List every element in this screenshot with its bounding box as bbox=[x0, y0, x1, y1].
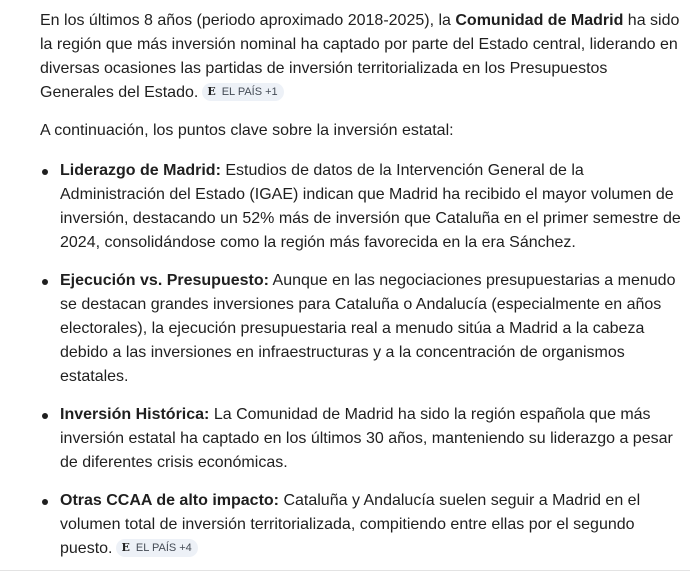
point-title: Liderazgo de Madrid: bbox=[60, 162, 221, 179]
list-item bbox=[40, 269, 682, 389]
point-text: Aunque en las negociaciones presupuestarias a menudo se destacan grandes inversiones para Cataluña o Andalucía (especialmente en años electorales), la ejecución presupuestaria real a menudo sitúa a Madrid a la cabeza debido a las inversiones en infraestructuras y a la concentración de organismos estatales. bbox=[60, 272, 676, 385]
response-content bbox=[40, 9, 682, 575]
list-item bbox=[40, 489, 682, 561]
el-pais-logo-icon: E bbox=[207, 85, 216, 98]
intro-paragraph bbox=[40, 9, 682, 105]
source-name: EL PAÍS bbox=[221, 86, 263, 98]
list-item bbox=[40, 159, 682, 255]
intro-text: En los últimos 8 años (periodo aproximado 2018-2025), la bbox=[40, 12, 456, 29]
point-title: Otras CCAA de alto impacto: bbox=[60, 492, 279, 509]
list-item bbox=[40, 403, 682, 475]
source-count: +4 bbox=[179, 542, 192, 554]
point-text: Estudios de datos de la Intervención General de la Administración del Estado (IGAE) indican que Madrid ha recibido el mayor volumen de inversión, destacando un 52% más de inversión que Cataluña en el primer semestre de 2024, consolidándose como la región más favorecida en la era Sánchez. bbox=[60, 162, 681, 251]
source-chip[interactable] bbox=[202, 83, 283, 101]
point-text: La Comunidad de Madrid ha sido la región española que más inversión estatal ha captado en los últimos 30 años, manteniendo su liderazgo a pesar de diferentes crisis económicas. bbox=[60, 406, 673, 471]
point-text: Cataluña y Andalucía suelen seguir a Madrid en el volumen total de inversión territorializada, compitiendo entre ellas por el segundo puesto. bbox=[60, 492, 641, 557]
point-title: Inversión Histórica: bbox=[60, 406, 210, 423]
el-pais-logo-icon: E bbox=[121, 541, 130, 554]
source-chip[interactable] bbox=[116, 539, 197, 557]
source-count: +1 bbox=[265, 86, 278, 98]
point-title: Ejecución vs. Presupuesto: bbox=[60, 272, 269, 289]
key-points-list bbox=[40, 159, 682, 561]
source-name: EL PAÍS bbox=[135, 542, 177, 554]
intro-bold-text: Comunidad de Madrid bbox=[455, 12, 624, 29]
lead-paragraph: A continuación, los puntos clave sobre la inversión estatal: bbox=[40, 122, 454, 139]
intro-text-cont: ha sido la región que más inversión nominal ha captado por parte del Estado central, liderando en diversas ocasiones las partidas de inversión territorializada en los Presupuestos Generales del Estado. bbox=[40, 12, 680, 101]
